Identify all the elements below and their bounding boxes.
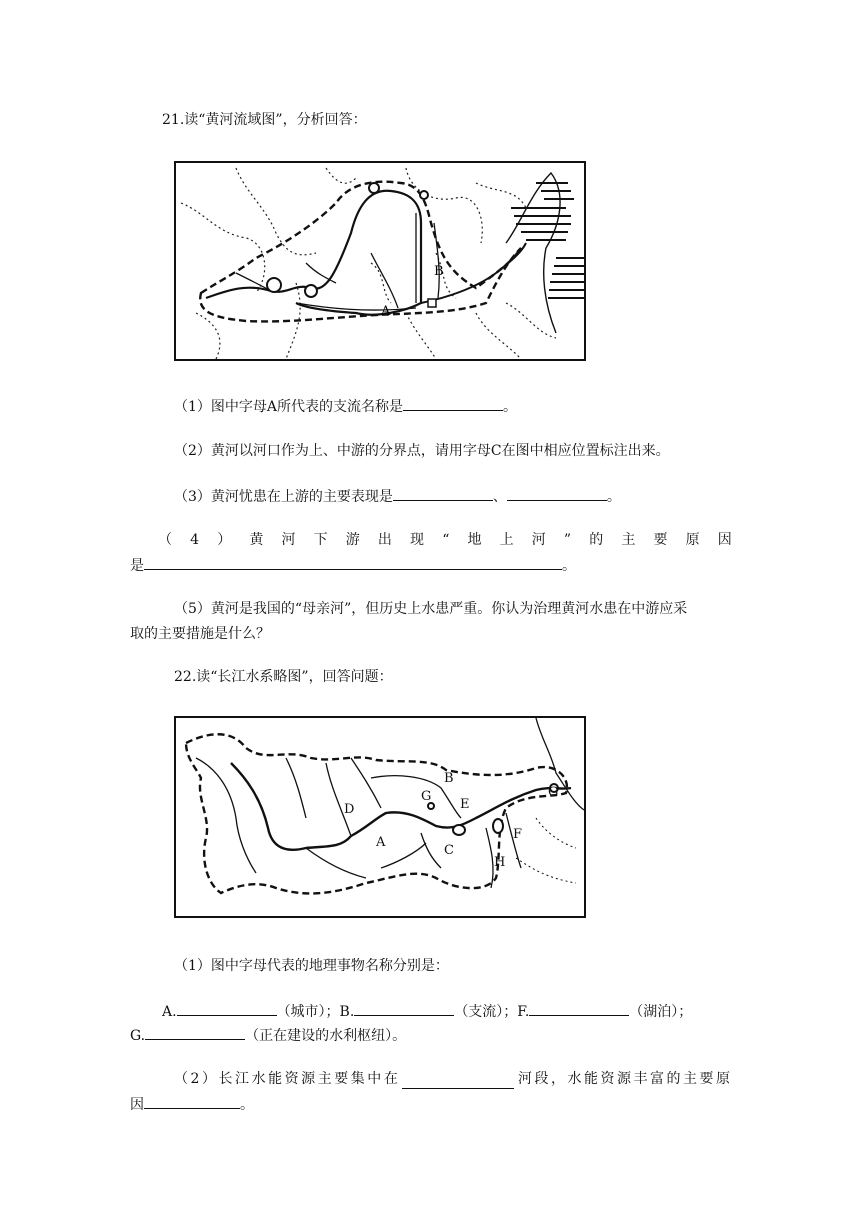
answer-blank-hydro-g[interactable]	[145, 1025, 245, 1040]
answer-blank-tributary-b[interactable]	[354, 1001, 454, 1016]
map-label-g-estuary: G	[548, 785, 559, 800]
answer-blank-lake-f[interactable]	[529, 1001, 629, 1016]
q21-sub5-line2: 取的主要措施是什么？	[130, 626, 270, 642]
q21-sub4-line2: 是 。	[130, 555, 576, 576]
answer-blank-above-ground-river[interactable]	[144, 555, 562, 570]
map-label-b: B	[444, 771, 454, 786]
q22-sub2-line1	[174, 1069, 730, 1089]
map-label-b: B	[434, 264, 444, 279]
map-label-g: G	[421, 789, 432, 804]
answer-blank-upstream-2[interactable]	[507, 486, 607, 501]
answer-blank-river-section[interactable]	[402, 1074, 514, 1089]
q21-sub1: （1）图中字母A所代表的支流名称是 。	[174, 396, 517, 417]
answer-blank-city-a[interactable]	[177, 1001, 277, 1016]
map-label-h: H	[494, 855, 506, 870]
q22-answer-row2: G. （正在建设的水利枢纽）。	[130, 1025, 406, 1046]
yangtze-river-system-map	[174, 716, 586, 918]
q21-sub3: （3）黄河忧患在上游的主要表现是 、 。	[174, 486, 621, 507]
q22-title: 22.读“长江水系略图”，回答问题：	[174, 669, 393, 685]
map-label-f: F	[513, 827, 523, 842]
q22-sub1: （1）图中字母代表的地理事物名称分别是：	[174, 958, 449, 974]
q22-sub2-part-b: 河 段 ， 水 能 资 源 丰 富 的 主 要 原	[518, 1071, 730, 1087]
answer-blank-tributary[interactable]	[403, 396, 503, 411]
answer-blank-hydro-reason[interactable]	[144, 1094, 240, 1109]
q21-sub4-line1: （ 4 ） 黄 河 下 游 出 现 “ 地 上 河 ” 的 主 要 原 因	[158, 532, 732, 548]
answer-blank-upstream-1[interactable]	[393, 486, 493, 501]
q22-answer-row1: A. （城市）；B. （支流）；F. （湖泊）；	[162, 1001, 692, 1022]
yellow-river-basin-map	[174, 161, 586, 361]
q21-sub5-line1: （5）黄河是我国的“母亲河”，但历史上水患严重。你认为治理黄河水患在中游应采	[174, 601, 688, 617]
map-label-a: A	[381, 304, 391, 319]
q22-sub2-line2: 因 。	[130, 1094, 254, 1115]
map-label-c: C	[444, 843, 454, 858]
q21-title: 21.读“黄河流域图”，分析回答：	[162, 112, 367, 128]
map-label-d: D	[344, 802, 355, 817]
q22-sub2-part-a: （ 2 ） 长 江 水 能 资 源 主 要 集 中 在	[174, 1071, 398, 1087]
map-label-e: E	[460, 797, 470, 812]
map-label-a: A	[376, 835, 386, 850]
q21-sub2: （2）黄河以河口作为上、中游的分界点，请用字母C在图中相应位置标注出来。	[174, 443, 670, 459]
